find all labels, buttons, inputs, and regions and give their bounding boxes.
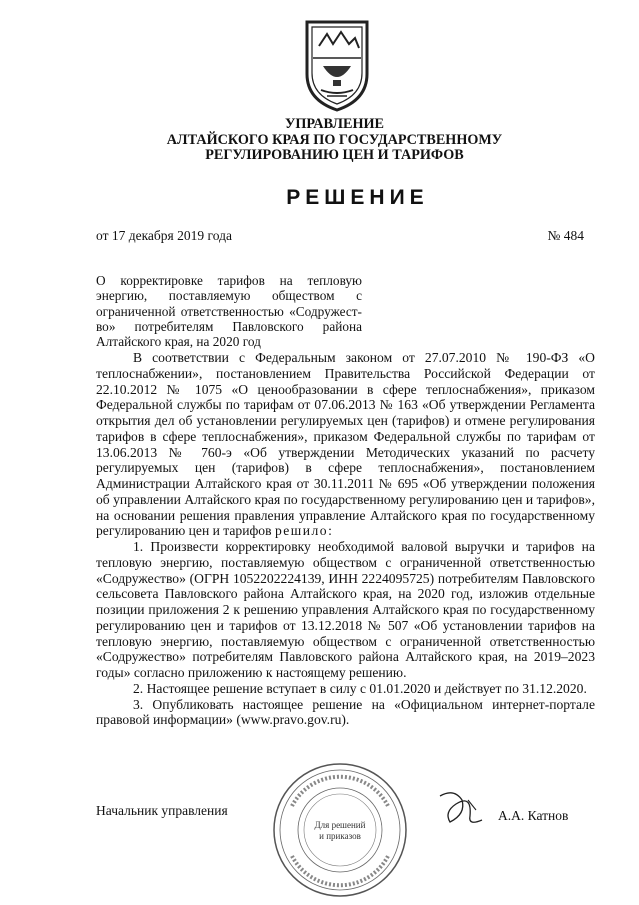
org-line-2: АЛТАЙСКОГО КРАЯ ПО ГОСУДАРСТВЕННОМУ [166,131,503,148]
org-line-3: РЕГУЛИРОВАНИЮ ЦЕН И ТАРИФОВ [205,147,464,163]
handwritten-signature [410,786,510,836]
org-line-1: УПРАВЛЕНИЕ [284,116,385,132]
document-subject: О корректировке тарифов на тепловую энергию, поставляемую обществом с ограниченной ответственностью «Содружест-во» потребителям Павловского района Алтайского края, на 2020 год [96,273,362,350]
point-3: 3. Опубликовать настоящее решение на «Официальном интернет-портале правовой информации» (www.pravo.gov.ru). [96,696,595,728]
signatory-name: А.А. Катнов [498,808,569,823]
document-title: РЕШЕНИЕ [286,186,429,209]
coat-of-arms-icon [299,18,375,112]
decided-word: решило [274,523,329,539]
round-seal-stamp [270,760,410,900]
document-date: от 17 декабря 2019 года [96,228,232,243]
point-2: 2. Настоящее решение вступает в силу с 01.01.2020 и действует по 31.12.2020. [133,680,587,696]
document-number: № 484 [547,228,584,243]
preamble-text: В соответствии с Федеральным законом от 27.07.2010 № 190-ФЗ «О теплоснабжении», постановлением Правительства Российской Федерации от 22.10.2012 № 1075 «О ценообразовании в сфере теплоснабжения», приказом Федеральной службы по тарифам от 07.06.2013 № 163 «Об утверждении Регламента открытия дел об установлении регулируемых цен (тарифов) и отмене регулирования тарифов в сфере теплоснабжения», приказом Федеральной службы по тарифам от 13.06.2013 № 760-э «Об утверждении Методических указаний по расчету регулируемых цен (тарифов) в сфере теплоснабжения», постановлением Администрации Алтайского края от 30.11.2011 № 695 «Об утверждении положения об управлении Алтайского края по государственному регулированию цен и тарифов», на основании решения правления управление Алтайского края по государственному регулированию цен и тарифов [96,350,595,539]
seal-text-line-2: и приказов [319,831,361,841]
preamble-paragraph: В соответствии с Федеральным законом от 27.07.2010 № 190-ФЗ «О теплоснабжении», постановлением Правительства Российской Федерации от 22.10.2012 № 1075 «О ценообразовании в сфере теплоснабжения», приказом Федеральной службы по тарифам от 07.06.2013 № 163 «Об утверждении Регламента открытия дел об установлении регулируемых цен (тарифов) и отмене регулирования тарифов в сфере теплоснабжения», приказом Федеральной службы по тарифам от 13.06.2013 № 760-э «Об утверждении Методических указаний по расчету регулируемых цен (тарифов) в сфере теплоснабжения», постановлением Администрации Алтайского края от 30.11.2011 № 695 «Об утверждении положения об управлении Алтайского края по государственному регулированию цен и тарифов», на основании решения правления управление Алтайского края по государственному регулированию цен и тарифов решило: [96,350,595,539]
seal-text-line-1: Для решений [314,820,366,830]
signatory-position: Начальник управления [96,803,228,818]
issuing-authority [90,117,579,164]
document-body [96,350,595,728]
point-1: 1. Произвести корректировку необходимой валовой выручки и тарифов на тепловую энергию, поставляемую обществом с ограниченной ответственностью «Содружество» (ОГРН 1052202224139, ИНН 2224095725) потребителям Павловского сельсовета Павловского района Алтайского края, на 2020 год, изложив отдельные позиции приложения 2 к решению управления Алтайского края по государственному регулированию цен и тарифов от 13.12.2018 № 507 «Об установлении тарифов на тепловую энергию, поставляемую обществом с ограниченной ответственностью «Содружество» потребителям Павловского района Алтайского края, на 2019–2023 годы» согласно приложению к настоящему решению. [96,539,595,680]
